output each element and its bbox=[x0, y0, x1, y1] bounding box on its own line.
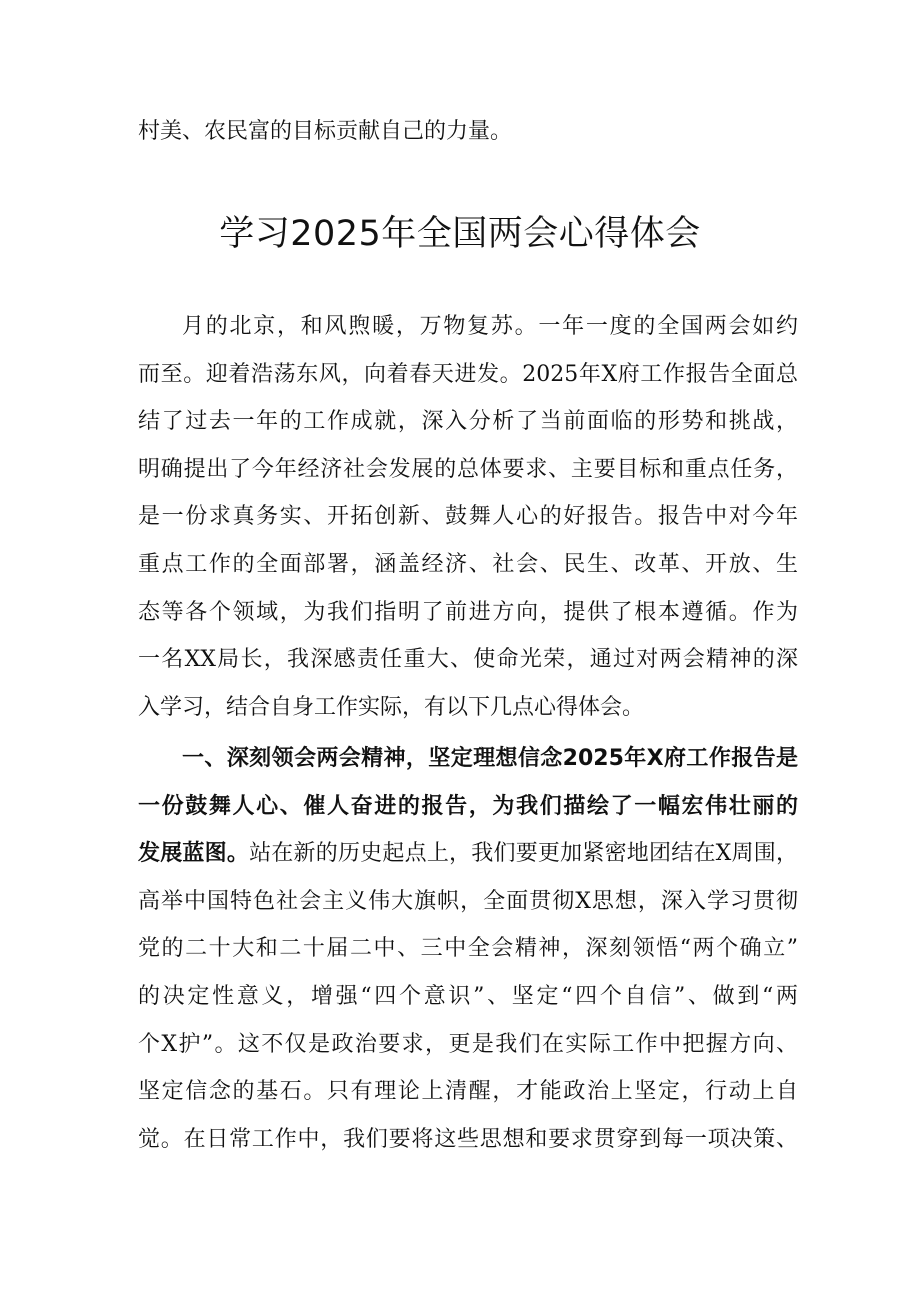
paragraph-line: 结了过去一年的工作成就，深入分析了当前面临的形势和挑战， bbox=[138, 409, 798, 435]
paragraph-line: 入学习，结合自身工作实际，有以下几点心得体会。 bbox=[138, 694, 645, 720]
paragraph-line: 明确提出了今年经济社会发展的总体要求、主要目标和重点任务， bbox=[138, 456, 798, 482]
paragraph-line: 坚定信念的基石。只有理论上清醒，才能政治上坚定，行动上自 bbox=[138, 1079, 798, 1105]
section-heading-end: 发展蓝图。 bbox=[138, 841, 250, 867]
paragraph-line: 高举中国特色社会主义伟大旗帜，全面贯彻X思想，深入学习贯彻 bbox=[138, 888, 798, 914]
paragraph-line: 党的二十大和二十届二中、三中全会精神，深刻领悟“两个确立” bbox=[138, 936, 798, 962]
paragraph-line: 态等各个领域，为我们指明了前进方向，提供了根本遵循。作为 bbox=[138, 599, 798, 625]
section-heading-line: 一份鼓舞人心、催人奋进的报告，为我们描绘了一幅宏伟壮丽的 bbox=[138, 793, 798, 819]
paragraph-line: 是一份求真务实、开拓创新、鼓舞人心的好报告。报告中对今年 bbox=[138, 504, 798, 530]
paragraph-text: 站在新的历史起点上，我们要更加紧密地团结在X周围， bbox=[249, 841, 798, 867]
carry-over-text: 村美、农民富的目标贡献自己的力量。 bbox=[138, 119, 513, 144]
paragraph-line: 一名XX局长，我深感责任重大、使命光荣，通过对两会精神的深 bbox=[138, 647, 798, 673]
paragraph-intro bbox=[138, 303, 798, 731]
paragraph-line: 月的北京，和风煦暖，万物复苏。一年一度的全国两会如约 bbox=[182, 314, 798, 339]
paragraph-line: 觉。在日常工作中，我们要将这些思想和要求贯穿到每一项决策、 bbox=[138, 1126, 798, 1152]
paragraph-line: 的决定性意义，增强“四个意识”、坚定“四个自信”、做到“两 bbox=[138, 983, 798, 1009]
paragraph-section-one bbox=[138, 735, 798, 1163]
paragraph-line-mixed bbox=[138, 830, 798, 878]
paragraph-line: 个X护”。这不仅是政治要求，更是我们在实际工作中把握方向、 bbox=[138, 1031, 798, 1057]
document-title: 学习2025年全国两会心得体会 bbox=[219, 214, 701, 254]
paragraph-line: 而至。迎着浩荡东风，向着春天进发。2025年X府工作报告全面总 bbox=[138, 361, 798, 387]
paragraph-line: 重点工作的全面部署，涵盖经济、社会、民生、改革、开放、生 bbox=[138, 551, 798, 577]
section-heading-line: 一、深刻领会两会精神，坚定理想信念2025年X府工作报告是 bbox=[182, 746, 798, 771]
